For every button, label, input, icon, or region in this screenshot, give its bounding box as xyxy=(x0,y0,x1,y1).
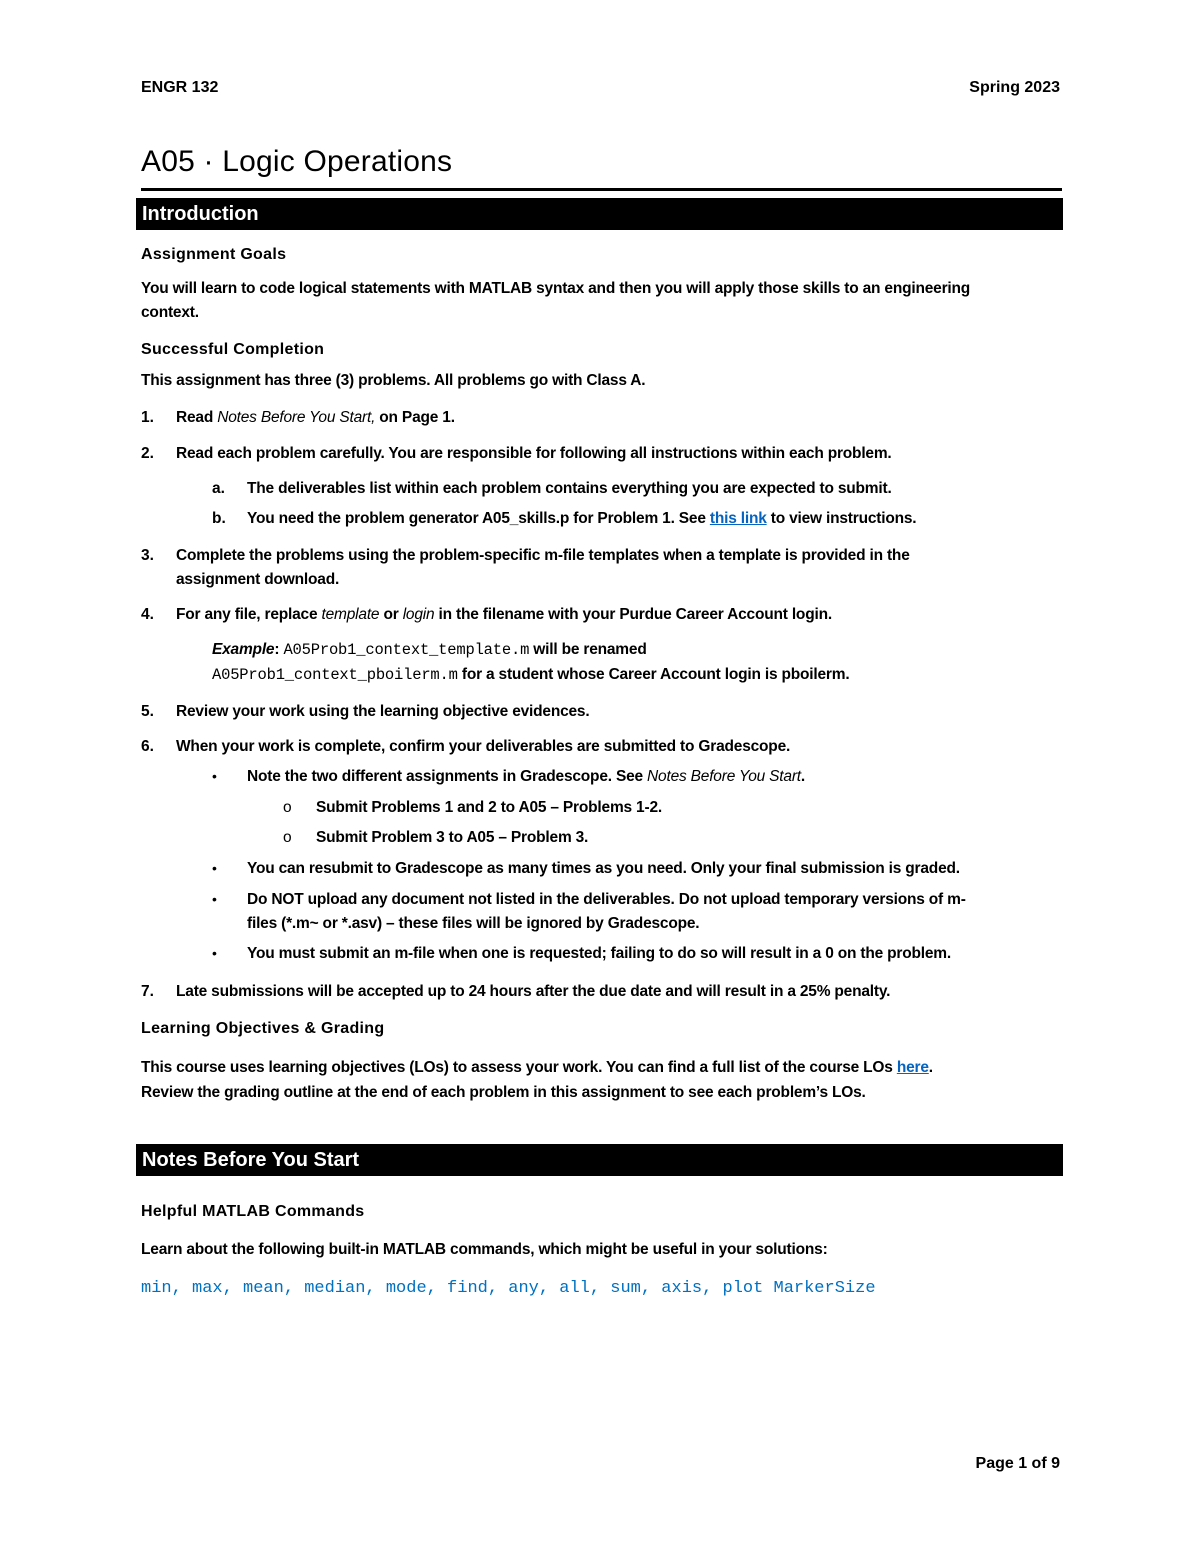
step-3-line-2: assignment download. xyxy=(176,571,340,588)
step-3-line-1: Complete the problems using the problem-specific m-file templates when a template is provided in the xyxy=(176,547,910,564)
bullet-3-line-2: files (*.m~ or *.asv) – these files will be ignored by Gradescope. xyxy=(247,915,700,932)
circle-bullet-icon: o xyxy=(283,799,292,816)
bullet-1-text: Note the two different assignments in Gradescope. See Notes Before You Start. xyxy=(247,768,806,785)
example-line-2: A05Prob1_context_pboilerm.m for a student whose Career Account login is pboilerm. xyxy=(212,666,850,684)
commands-list: min, max, mean, median, mode, find, any, all, sum, axis, plot MarkerSize xyxy=(141,1279,876,1298)
step-number: 5. xyxy=(141,703,154,720)
step-7-text: Late submissions will be accepted up to 24 hours after the due date and will result in a 25% penalty. xyxy=(176,983,891,1000)
bullet-4-text: You must submit an m-file when one is requested; failing to do so will result in a 0 on the problem. xyxy=(247,945,951,962)
step-number: 7. xyxy=(141,983,154,1000)
successful-completion-heading: Successful Completion xyxy=(141,341,325,358)
step-1-text: Read Notes Before You Start, on Page 1. xyxy=(176,409,455,426)
bullet-icon: • xyxy=(212,891,217,907)
page-number: Page 1 of 9 xyxy=(975,1455,1060,1472)
helpful-commands-heading: Helpful MATLAB Commands xyxy=(141,1203,365,1220)
step-number: 2. xyxy=(141,445,154,462)
bullet-2-text: You can resubmit to Gradescope as many times as you need. Only your final submission is graded. xyxy=(247,860,960,877)
title-rule xyxy=(141,188,1062,191)
course-code: ENGR 132 xyxy=(141,79,219,96)
step-number: 4. xyxy=(141,606,154,623)
this-link[interactable]: this link xyxy=(709,510,767,527)
bullet-icon: • xyxy=(212,860,217,876)
page-title: A05 · Logic Operations xyxy=(141,145,453,178)
step-2-text: Read each problem carefully. You are responsible for following all instructions within each problem. xyxy=(176,445,892,462)
assignment-goals-heading: Assignment Goals xyxy=(141,246,287,263)
sub-bullet-2-text: Submit Problem 3 to A05 – Problem 3. xyxy=(316,829,589,846)
completion-intro: This assignment has three (3) problems. All problems go with Class A. xyxy=(141,372,646,389)
goals-line-1: You will learn to code logical statements with MATLAB syntax and then you will apply those skills to an engineering xyxy=(141,280,971,297)
section-bar-introduction: Introduction xyxy=(136,198,1063,230)
step-6-text: When your work is complete, confirm your deliverables are submitted to Gradescope. xyxy=(176,738,791,755)
step-number: 1. xyxy=(141,409,154,426)
step-2a-text: The deliverables list within each problem contains everything you are expected to submit. xyxy=(247,480,892,497)
circle-bullet-icon: o xyxy=(283,829,292,846)
objectives-line-2: Review the grading outline at the end of each problem in this assignment to see each problem’s LOs. xyxy=(141,1084,866,1101)
learning-objectives-heading: Learning Objectives & Grading xyxy=(141,1020,385,1037)
here-link[interactable]: here xyxy=(896,1059,929,1076)
sub-bullet-1-text: Submit Problems 1 and 2 to A05 – Problems 1-2. xyxy=(316,799,662,816)
substep-letter: a. xyxy=(212,480,225,497)
step-4-text: For any file, replace template or login in the filename with your Purdue Career Account login. xyxy=(176,606,832,623)
step-number: 3. xyxy=(141,547,154,564)
term: Spring 2023 xyxy=(969,79,1060,96)
step-2b-text: You need the problem generator A05_skills.p for Problem 1. See this link to view instructions. xyxy=(247,510,917,527)
goals-line-2: context. xyxy=(141,304,199,321)
bullet-3-line-1: Do NOT upload any document not listed in the deliverables. Do not upload temporary versions of m- xyxy=(247,891,966,908)
objectives-line-1: This course uses learning objectives (LOs) to assess your work. You can find a full list of the course LOs here. xyxy=(141,1059,933,1076)
section-bar-notes: Notes Before You Start xyxy=(136,1144,1063,1176)
step-number: 6. xyxy=(141,738,154,755)
step-5-text: Review your work using the learning objective evidences. xyxy=(176,703,590,720)
bullet-icon: • xyxy=(212,768,217,784)
substep-letter: b. xyxy=(212,510,226,527)
example-line-1: Example: A05Prob1_context_template.m will be renamed xyxy=(212,641,647,659)
bullet-icon: • xyxy=(212,945,217,961)
commands-intro: Learn about the following built-in MATLAB commands, which might be useful in your solutions: xyxy=(141,1241,828,1258)
